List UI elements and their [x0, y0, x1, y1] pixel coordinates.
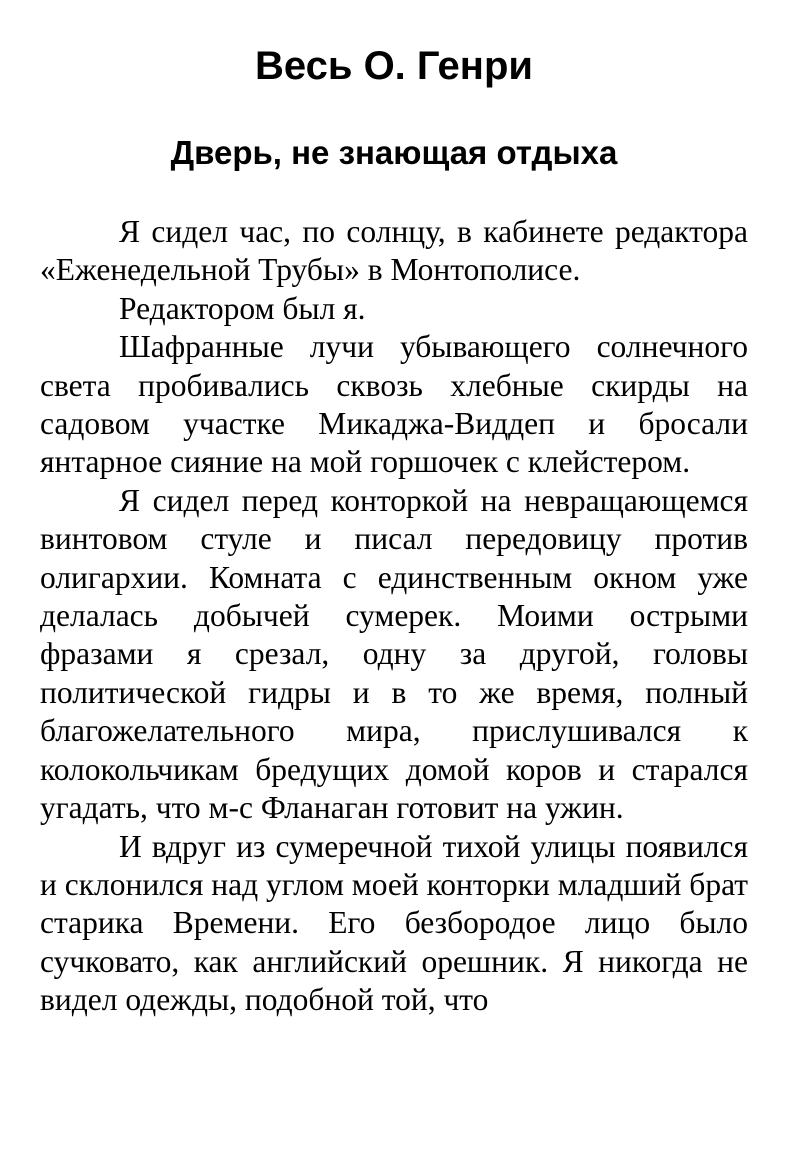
story-title: Дверь, не знающая отдыха	[170, 134, 618, 171]
paragraph: Редактором был я.	[119, 290, 366, 326]
paragraph: И вдруг из сумеречной тихой улицы появился и склонился над углом моей конторки младший брат старика Времени. Его безбородое лицо было сучковато, как английский орешник. Я никогда не видел одежды, подобной той, что	[40, 828, 748, 1018]
story-body	[40, 213, 748, 1020]
paragraph: Шафранные лучи убывающего солнечного света пробивались сквозь хлебные скирды на садовом участке Микаджа-Виддеп и бросали янтарное сияние на мой горшочек с клейстером.	[40, 329, 748, 480]
paragraph: Я сидел час, по солнцу, в кабинете редактора «Еженедельной Трубы» в Монтополисе.	[40, 214, 748, 288]
book-title: Весь О. Генри	[255, 44, 533, 88]
paragraph: Я сидел перед конторкой на невращающемся винтовом стуле и писал передовицу против олигархии. Комната с единственным окном уже делалась добычей сумерек. Моими острыми фразами я срезал, одну за другой, головы политической гидры и в то же время, полный благожелательного мира, прислушивался к колокольчикам бредущих домой коров и старался угадать, что м-с Фланаган готовит на ужин.	[40, 482, 748, 826]
